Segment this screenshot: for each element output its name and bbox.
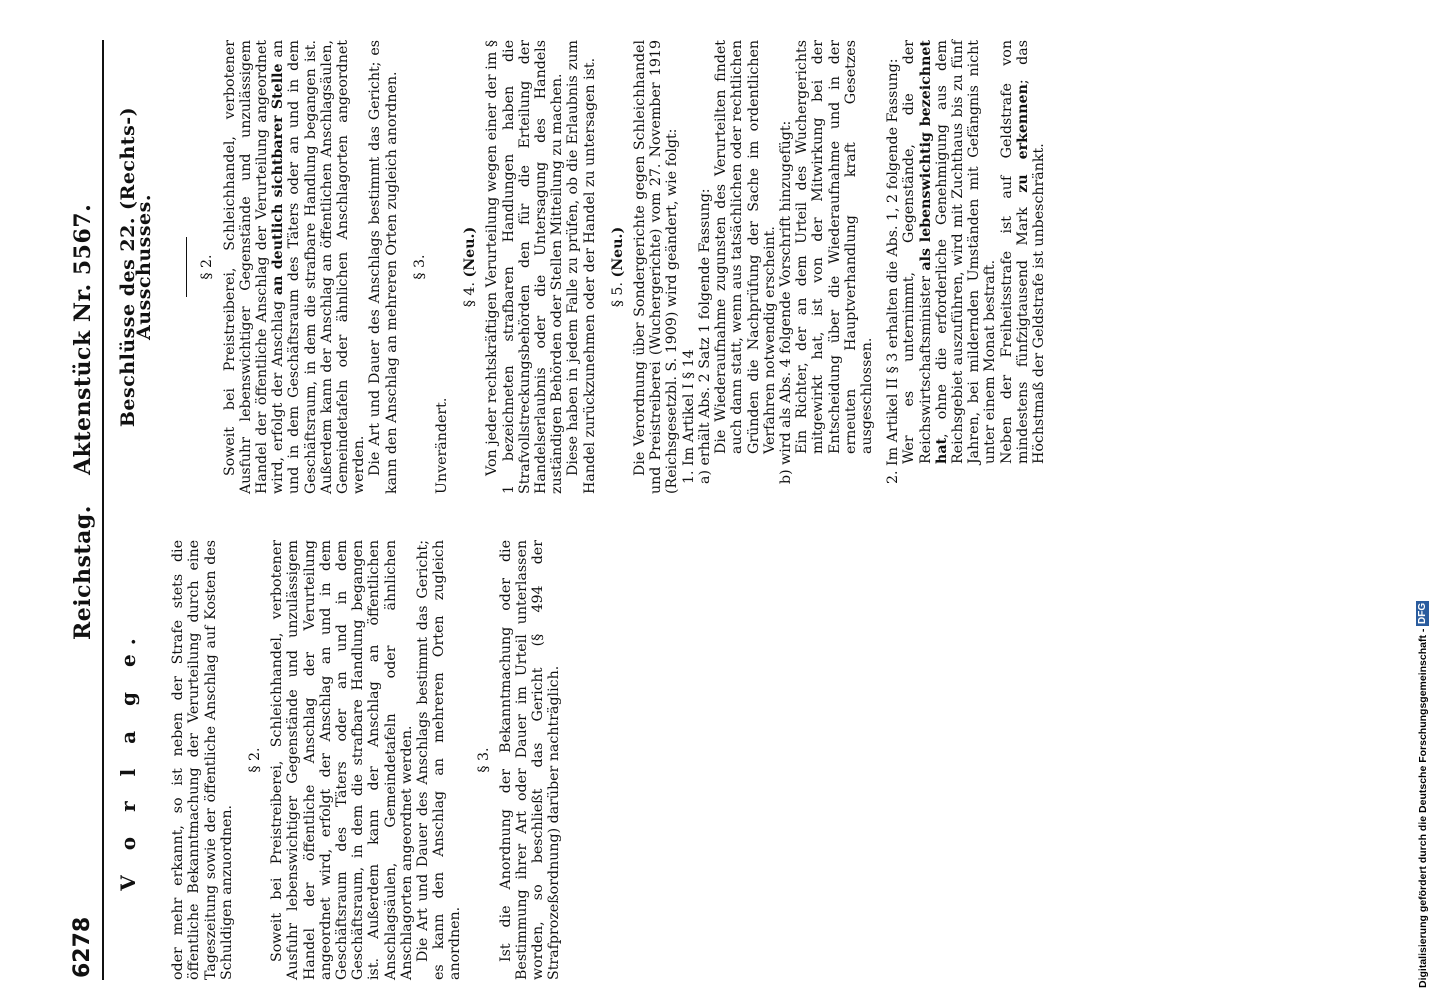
right-column <box>114 40 1047 494</box>
right-item1: 1. Im Artikel I § 14 <box>680 349 697 484</box>
right-column-title: Beschlüsse des 22. (Rechts-) Ausschusses. <box>117 106 156 428</box>
right-item2-p1-a: Wer es unternimmt, Gegenstände, die der Reichswirtschaftsminister <box>901 40 934 464</box>
right-s2-p1-a: Soweit bei Preistreiberei, Schleichhandel, verbotener Ausfuhr lebenswichtiger Gegenstände und unzulässigem Handel der öffentliche Anschlag der Verurteilung angeordnet wird, erfolgt der Anschlag <box>221 40 287 494</box>
funding-text: Digitalisierung gefördert durch die Deutsche Forschungsgemeinschaft - <box>1417 628 1429 988</box>
right-item2-p1-b: , ohne die erforderliche Genehmigung aus dem Reichsgebiet auszuführen, wird mit Zuchthaus bis zu fünf Jahren, bei mildernden Umständen mit Gefängnis nicht unter einem Monat bestraft. <box>933 40 999 464</box>
right-s4-p1: Von jeder rechtskräftigen Verurteilung wegen einer der im § 1 bezeichneten strafbaren Handlungen haben die Strafvollstreckungsbehörden den für die Erteilung der Handelserlaubnis oder die Untersagung des Handels zuständigen Behörden oder Stellen Mitteilung zu machen. <box>484 40 566 494</box>
right-item2-p1 <box>901 40 998 494</box>
right-item2-p2-b: ; das Höchstmaß der Geldstrafe ist unbeschränkt. <box>1014 40 1047 464</box>
right-s2-p1 <box>222 40 368 494</box>
digitization-text <box>1416 8 1429 988</box>
header-document: Aktenstück Nr. 5567. <box>70 203 96 475</box>
right-item1a-text: Die Wiederaufnahme zugunsten des Verurteilten findet auch dann statt, wenn aus tatsächlichen oder rechtlichen Gründen die Nachprüfung der Sache im ordentlichen Verfahren notwendig erscheint. <box>713 40 778 454</box>
left-intro: oder mehr erkannt, so ist neben der Strafe stets die öffentliche Bekanntmachung der Verurteilung durch eine Tageszeitung sowie der öffentliche Anschlag auf Kosten des Schuldigen anzuordnen. <box>170 540 235 980</box>
header-title <box>70 182 96 640</box>
page-number: 6278 <box>70 916 95 978</box>
right-item2: 2. Im Artikel II § 3 erhalten die Abs. 1, 2 folgende Fassung: <box>885 58 902 484</box>
right-s2-p1-bold: an deutlich sichtbarer Stelle <box>270 63 287 296</box>
left-s2-p1: Soweit bei Preistreiberei, Schleichhandel, verbotener Ausfuhr lebenswichtiger Gegenstände und unzulässigem Handel der öffentliche Anschlag der Verurteilung angeordnet wird, erfolgt der Anschlag an und in dem Geschäftsraum des Täters oder an und in dem Geschäftsraum, in dem die strafbare Handlung begangen ist. Außerdem kann der Anschlag an öffentlichen Anschlagsäulen, Gemeindetafeln oder ähnlichen Anschlagorten angeordnet werden. <box>269 540 415 980</box>
right-item2-p2 <box>999 40 1048 494</box>
right-s3-heading: § 3. <box>411 254 428 280</box>
right-s5-intro: Die Verordnung über Sondergerichte gegen Schleichhandel und Preistreiberei (Wuchergerichte) vom 27. November 1919 (Reichsgesetzbl. S. 1909) wird geändert, wie folgt: <box>632 40 681 494</box>
right-item2-p2-a: Neben der Freiheitsstrafe ist auf Geldstrafe von mindestens fünfzigtausend Mark <box>998 40 1031 464</box>
right-s2-p2: Die Art und Dauer des Anschlags bestimmt das Gericht; es kann den Anschlag an mehreren Orten zugleich anordnen. <box>367 40 400 494</box>
left-s2-p2: Die Art und Dauer des Anschlags bestimmt das Gericht; es kann den Anschlag an mehreren Orten zugleich anordnen. <box>415 540 464 980</box>
left-s2-heading: § 2. <box>247 747 264 773</box>
header-institution: Reichstag. <box>70 505 96 640</box>
separator <box>186 237 187 297</box>
right-s4-neu: (Neu.) <box>462 226 479 278</box>
right-s4-p2: Diese haben in jedem Falle zu prüfen, ob die Erlaubnis zum Handel zurückzunehmen oder der Handel zu untersagen ist. <box>565 40 598 494</box>
right-s5-number: § 5. <box>609 282 626 308</box>
dfg-logo: DFG <box>1417 602 1428 624</box>
digitization-note <box>1416 8 1434 988</box>
left-s3-p1: Ist die Anordnung der Bekanntmachung oder die Bestimmung ihrer Art oder Dauer im Urteil unterlassen worden, so beschließt das Gericht (§ 494 der Strafprozeßordnung) darüber nachträglich. <box>497 540 563 980</box>
right-s3-text: Unverändert. <box>434 397 451 494</box>
spacer <box>875 40 885 494</box>
left-s3-heading: § 3. <box>475 747 492 773</box>
header-rule <box>102 40 104 980</box>
right-item1a: a) erhält Abs. 2 Satz 1 folgende Fassung: <box>696 188 713 484</box>
right-s2-heading: § 2. <box>199 254 216 280</box>
right-item1b-text: Ein Richter, der an dem Urteil des Wuchergerichts mitgewirkt hat, ist von der Mitwirkung bei der Entscheidung über die Wiederaufnahme und in der erneuten Hauptverhandlung kraft Gesetzes ausgeschlossen. <box>794 40 875 454</box>
right-s5-neu: (Neu.) <box>609 226 626 278</box>
right-s4-heading <box>462 40 478 494</box>
right-s2-p1-b: an und in dem Geschäftsraum des Täters oder an und in dem Geschäftsraum, in dem die strafbare Handlung begangen ist. Außerdem kann der Anschlag an öffentlichen Anschlagsäulen, Gemeindetafeln oder ähnlichen Anschlagorten angeordnet werden. <box>270 40 368 494</box>
rotated-page <box>62 20 1422 980</box>
page-header <box>70 40 100 980</box>
right-item1b: b) wird als Abs. 4 folgende Vorschrift hinzugefügt: <box>777 120 794 484</box>
right-s5-heading <box>610 40 626 494</box>
left-column-title: V o r l a g e. <box>116 629 140 891</box>
right-item2-p2-bold: zu erkennen <box>1014 84 1031 193</box>
left-column <box>114 540 563 980</box>
right-item2-p1-bold: als lebenswichtig bezeichnet hat <box>917 40 950 464</box>
right-s4-number: § 4. <box>462 282 479 308</box>
